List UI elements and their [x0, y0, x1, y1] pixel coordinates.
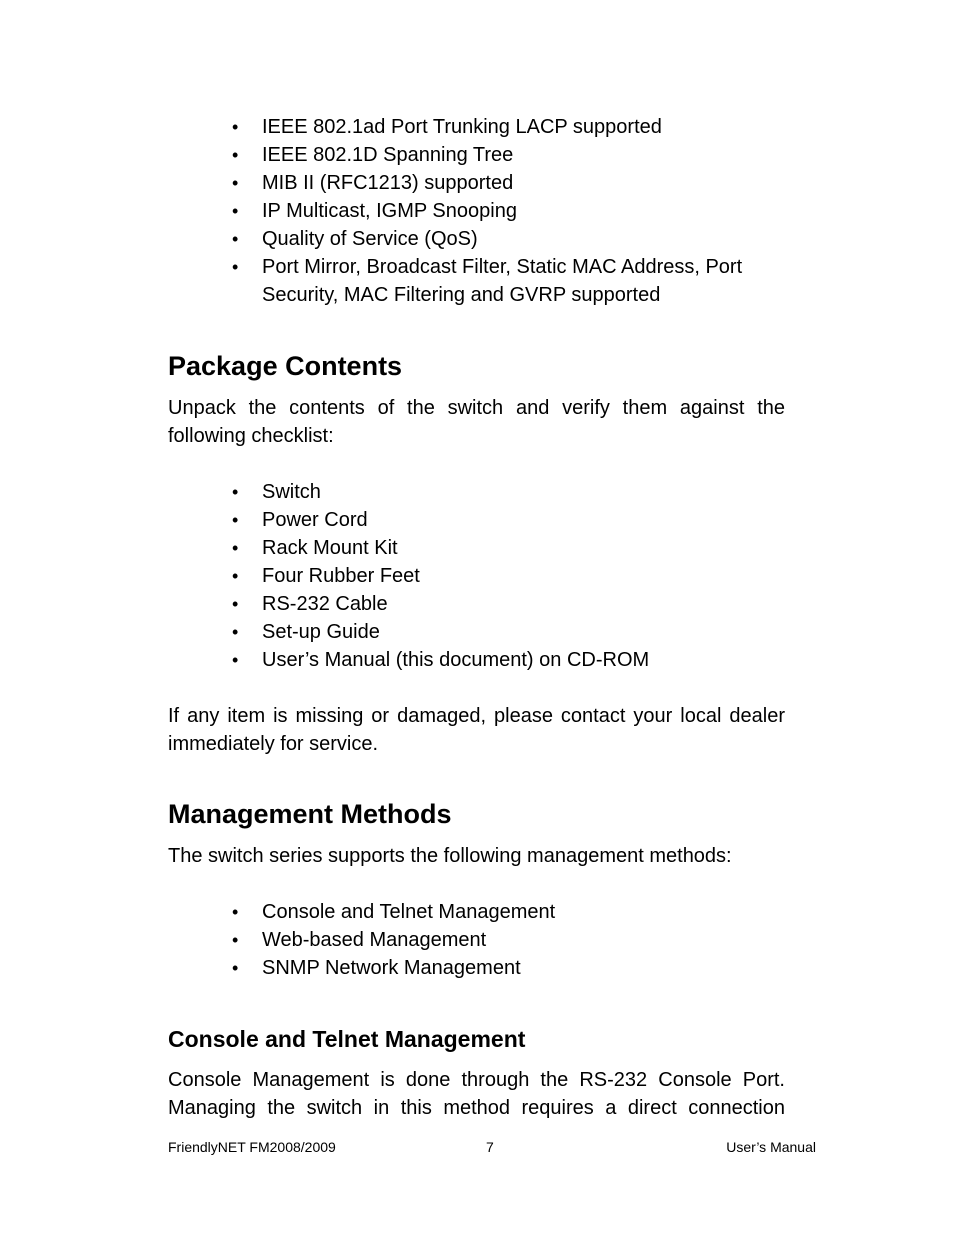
list-item: • Power Cord	[168, 506, 788, 534]
list-item: • Web-based Management	[168, 926, 788, 954]
features-list	[168, 113, 788, 309]
list-item: • Port Mirror, Broadcast Filter, Static MAC Address, Port Security, MAC Filtering and GVRP supported	[168, 253, 788, 309]
bullet-icon: •	[232, 257, 239, 277]
bullet-icon: •	[232, 930, 239, 950]
package-contents-list	[168, 478, 788, 674]
bullet-icon: •	[232, 622, 239, 642]
list-item: • Console and Telnet Management	[168, 898, 788, 926]
list-item: • Quality of Service (QoS)	[168, 225, 788, 253]
list-item: • Rack Mount Kit	[168, 534, 788, 562]
list-item: • IEEE 802.1ad Port Trunking LACP supported	[168, 113, 788, 141]
package-contents-intro: Unpack the contents of the switch and verify them against the following checklist:	[168, 397, 785, 447]
bullet-icon: •	[232, 482, 239, 502]
bullet-icon: •	[232, 902, 239, 922]
bullet-icon: •	[232, 201, 239, 221]
list-item: • RS-232 Cable	[168, 590, 788, 618]
list-item: • IP Multicast, IGMP Snooping	[168, 197, 788, 225]
missing-items-note: If any item is missing or damaged, please contact your local dealer immediately for service.	[168, 705, 785, 755]
bullet-icon: •	[232, 958, 239, 978]
bullet-icon: •	[232, 117, 239, 137]
console-telnet-para-line1: Console Management is done through the RS-232 Console Port.	[168, 1069, 785, 1091]
list-item: • Switch	[168, 478, 788, 506]
package-contents-heading: Package Contents	[168, 351, 403, 381]
footer-doc-title: User’s Manual	[726, 1139, 816, 1155]
bullet-icon: •	[232, 229, 239, 249]
list-item: • User’s Manual (this document) on CD-ROM	[168, 646, 788, 674]
bullet-icon: •	[232, 566, 239, 586]
list-item: • MIB II (RFC1213) supported	[168, 169, 788, 197]
list-item: • Set-up Guide	[168, 618, 788, 646]
management-methods-intro: The switch series supports the following management methods:	[168, 845, 732, 867]
bullet-icon: •	[232, 650, 239, 670]
footer-product: FriendlyNET FM2008/2009	[168, 1139, 336, 1155]
bullet-icon: •	[232, 594, 239, 614]
list-item: • SNMP Network Management	[168, 954, 788, 982]
bullet-icon: •	[232, 145, 239, 165]
list-item: • IEEE 802.1D Spanning Tree	[168, 141, 788, 169]
footer-page-number: 7	[486, 1139, 494, 1155]
management-methods-heading: Management Methods	[168, 799, 452, 829]
bullet-icon: •	[232, 173, 239, 193]
bullet-icon: •	[232, 538, 239, 558]
management-methods-list	[168, 898, 788, 982]
bullet-icon: •	[232, 510, 239, 530]
console-telnet-heading: Console and Telnet Management	[168, 1026, 526, 1052]
console-telnet-para-line2: Managing the switch in this method requires a direct connection	[168, 1097, 785, 1119]
list-item: • Four Rubber Feet	[168, 562, 788, 590]
